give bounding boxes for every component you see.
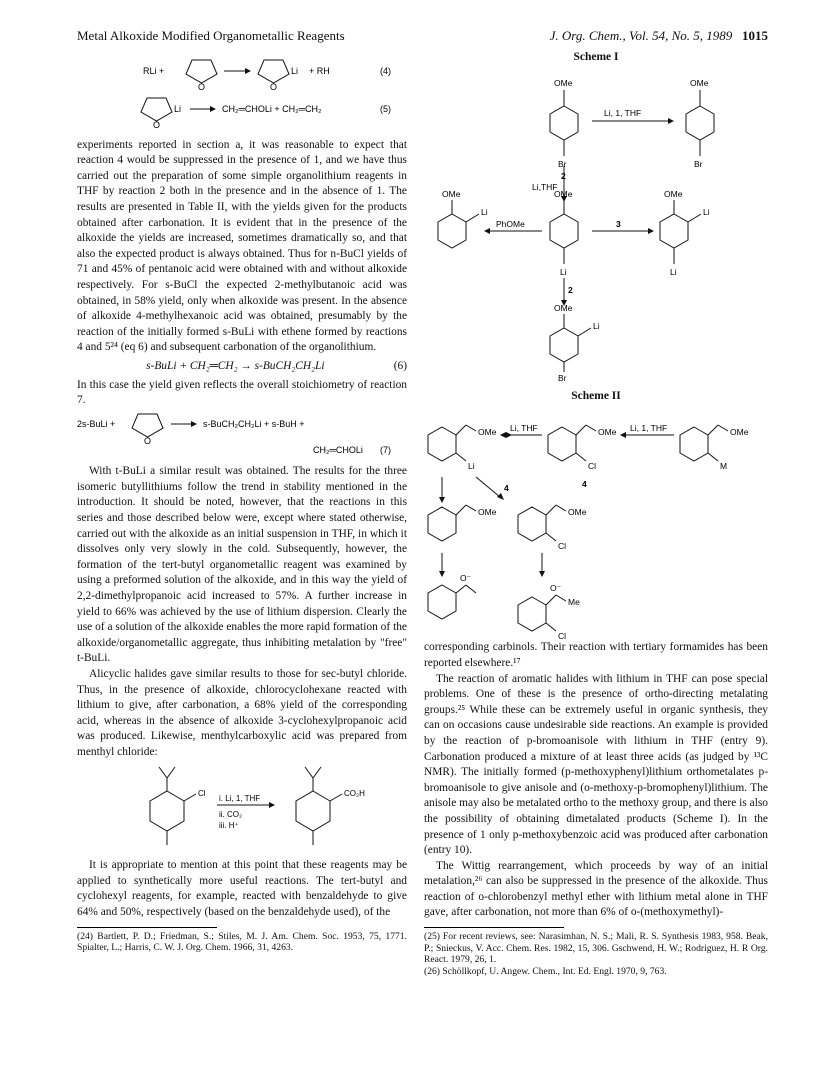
running-header: Metal Alkoxide Modified Organometallic Reagents	[77, 28, 345, 43]
s1-br-b: Br	[694, 158, 703, 169]
s1-reagent-lithf: Li,THF	[532, 181, 558, 192]
s1-ring-f	[550, 328, 578, 362]
s2-ominus-6: O⁻	[460, 572, 472, 583]
s2-me-7: Me	[568, 596, 580, 607]
thf-ring-3	[141, 98, 172, 121]
s2-cl-2: Cl	[588, 460, 597, 471]
right-column	[424, 50, 768, 977]
equation-6-body: s-BuLi + CH₂═CH₂ → s-BuCH₂CH₂Li	[146, 359, 325, 372]
s2-m-3: M	[720, 460, 728, 471]
s1-li-f: Li	[593, 320, 600, 331]
footnote-25: (25) For recent reviews, see: Narasimhan, N. S.; Mali, R. S. Synthesis 1983, 958. Beak, P.; Snieckus, V. Acc. Chem. Res. 1982, 15, 306. Gschwend, H. W.; Rodriguez, H. R Org. React. 1979, 26, 1.	[424, 931, 768, 966]
r7-right: s-BuCH₂CH₂Li + s-BuH +	[203, 418, 305, 429]
s1-number-3: 3	[616, 218, 621, 229]
ring1-o: O	[198, 82, 206, 92]
thf-ring-2	[258, 60, 289, 83]
s2-li-1: Li	[468, 460, 475, 471]
s2-ring-7	[518, 597, 546, 631]
r4-left: RLi +	[143, 66, 165, 76]
s2-ring-1	[428, 427, 456, 461]
s2-cl-5: Cl	[558, 540, 567, 551]
s1-ome-a: OMe	[554, 77, 573, 88]
s1-number-2b: 2	[568, 284, 573, 295]
menthyl-arrowhead	[269, 802, 275, 808]
r4-arrowhead	[245, 68, 251, 74]
paragraph: With t-BuLi a similar result was obtained. The results for the three isomeric butyllithiums follow the trend in stability mentioned in the introduction. It should be noted, however, that the reactions in this series and those described below were, except where stated otherwise, carried out with the alkoxide as an initial suspension in THF, in which it dissolves only very slowly in the cold. Subsequently, however, the formation of the tert-butyl organometallic reagent was examined by using a preformed solution of the alkoxide, and in this way the yield of 2,2-dimethylpropanoic acid increased to 57%. A further increase in yield to 66% was achieved by the use of lithium dispersion. Clearly the use of a solution of the alkoxide enables the more rapid formation of the alkoxide/organometallic aggregate, thus inhibiting metalation by "free" t-BuLi.	[77, 465, 407, 665]
journal-name: J. Org. Chem., Vol. 54, No. 5, 1989	[549, 28, 733, 43]
scheme-2	[424, 405, 768, 641]
menthyl-cond-3: iii. H⁺	[219, 820, 239, 830]
menthyl-cl: Cl	[198, 788, 206, 798]
footnote-26: (26) Schöllkopf, U. Angew. Chem., Int. Ed. Engl. 1970, 9, 763.	[424, 965, 667, 977]
scheme-2-title: Scheme II	[571, 390, 621, 403]
equation-number: (6)	[393, 359, 407, 372]
menthyl-ring-right	[296, 791, 330, 831]
menthyl-co2h: CO₂H	[344, 788, 365, 798]
s1-br-f: Br	[558, 372, 567, 383]
ring2-li: Li	[291, 66, 299, 76]
reaction-7	[77, 409, 407, 459]
s2-ome-3: OMe	[730, 426, 749, 437]
r7-line2: CH₂═CHOLi	[313, 444, 363, 455]
s1-li-e2: Li	[670, 266, 677, 277]
paragraph: It is appropriate to mention at this point that these reagents may be applied to synthetically more useful reactions. The tert-butyl and cyclohexyl reagents, for example, reacted with benzaldehyde to give 64% and 50%, respectively (based on the benzaldehyde used), of the	[77, 859, 407, 918]
reactions-4-5	[77, 50, 407, 132]
paragraph: The Wittig rearrangement, which proceeds by way of an initial metalation,²⁶ can also be suppressed in the presence of the alkoxide. Thus reaction of o-chlorobenzyl methyl ether with lithium metal alone in THF gave, after carbonation, not more than 6% of o-(methoxymethyl)-	[424, 859, 768, 919]
r7-arrowhead	[191, 421, 197, 427]
s1-br-a: Br	[558, 158, 567, 169]
paragraph: Alicyclic halides gave similar results to those for sec-butyl chloride. Thus, in the presence of alkoxide, chlorocyclohexane reacted with lithium to give, after carbonation, a 68% yield of the corresponding acid, whereas in the absence of alkoxide 3-cyclohexylpropanoic acid was produced. Likewise, menthylcarboxylic acid was prepared from menthyl chloride:	[77, 668, 407, 758]
s1-li-e1: Li	[703, 206, 710, 217]
s2-reagent-2: Li, 1, THF	[630, 422, 668, 433]
s2-reagent-1: Li, THF	[510, 422, 538, 433]
ring3-o: O	[153, 120, 161, 130]
r4-number: (4)	[380, 66, 391, 76]
s1-reagent-phome: PhOMe	[496, 218, 525, 229]
r5-products: CH₂═CHOLi + CH₂═CH₂	[222, 104, 322, 114]
page-number: 1015	[742, 28, 768, 43]
s2-ome-1: OMe	[478, 426, 497, 437]
s1-ome-e: OMe	[664, 188, 683, 199]
s1-li-c: Li	[481, 206, 488, 217]
ring4-o: O	[144, 435, 152, 446]
r5-arrowhead	[210, 106, 216, 112]
r4-rh: + RH	[309, 66, 330, 76]
s2-ring-6	[428, 585, 456, 619]
s2-ominus-7: O⁻	[550, 582, 562, 593]
journal-citation	[550, 28, 768, 44]
r7-number: (7)	[380, 444, 391, 455]
scheme-1-title: Scheme I	[573, 51, 619, 63]
s2-ome-5: OMe	[568, 506, 587, 517]
s2-number-4a: 4	[504, 482, 509, 493]
s1-ring-d	[550, 214, 578, 248]
s1-ome-d: OMe	[554, 188, 573, 199]
thf-ring-4	[132, 414, 163, 437]
s1-ome-b: OMe	[690, 77, 709, 88]
paragraph: In this case the yield given reflects the overall stoichiometry of reaction 7.	[77, 378, 407, 407]
menthyl-scheme	[77, 761, 407, 853]
s2-ome-2: OMe	[598, 426, 617, 437]
s1-ome-c: OMe	[442, 188, 461, 199]
s1-ring-c	[438, 214, 466, 248]
equation-6	[77, 356, 407, 378]
menthyl-cond-1: i. Li, 1, THF	[219, 793, 261, 803]
s2-ring-3	[680, 427, 708, 461]
r7-left: 2s-BuLi +	[77, 418, 116, 429]
footnote-rule	[77, 927, 217, 928]
paragraph: corresponding carbinols. Their reaction with tertiary formamides has been reported elsewhere.¹⁷	[424, 641, 768, 669]
s2-ome-4: OMe	[478, 506, 497, 517]
s1-reagent-1: Li, 1, THF	[604, 107, 642, 118]
s1-ring-e	[660, 214, 688, 248]
paragraph: experiments reported in section a, it was reasonable to expect that reaction 4 would be suppressed in the presence of 1, and we have thus carried out the preparation of some simple organolithium reagents in THF by reaction 2 both in the presence and in the absence of 1. The results are presented in Table II, with the yields given for the products obtained after carbonation. It is evident that in the presence of the alkoxide the yields are increased, sometimes dramatically so, and that also the expected product is always obtained. Thus for n-BuCl yields of 71 and 45% of pentanoic acid were obtained with and without alkoxide respectively. For s-BuCl the expected 2-methylbutanoic acid was obtained, in 58% yield, only when alkoxide was present. In the absence of alkoxide 4-methylhexanoic acid was obtained, presumably by the reaction of the initially formed s-BuLi with ethene formed by reactions 4 and 5²⁴ (eq 6) and subsequent carbonation of the organolithium.	[77, 138, 407, 354]
s2-ring-5	[518, 507, 546, 541]
s1-li-d: Li	[560, 266, 567, 277]
s2-cl-7: Cl	[558, 630, 567, 641]
ring3-li: Li	[174, 104, 182, 114]
r5-number: (5)	[380, 104, 391, 114]
s2-arrow-diag	[476, 477, 500, 497]
footnote-rule	[424, 927, 564, 928]
menthyl-ring-left	[150, 791, 184, 831]
s1-number-2: 2	[561, 170, 566, 181]
footnote-24: (24) Bartlett, P. D.; Friedman, S.; Stiles, M. J. Am. Chem. Soc. 1953, 75, 1771. Spialter, L.; Harris, C. W. J. Org. Chem. 1966, 31, 4263.	[77, 930, 407, 954]
thf-ring-1	[186, 60, 217, 83]
menthyl-cond-2: ii. CO₂	[219, 809, 243, 819]
s2-number-4b: 4	[582, 478, 587, 489]
paragraph: The reaction of aromatic halides with lithium in THF can pose special problems. One of these is the presence of ortho-directing metalating groups.²⁵ While these can be extremely useful in organic synthesis, they can on occasions cause undesirable side reactions. An example is provided by the reaction of p-bromoanisole with lithium in THF (entry 9). Carbonation produced a mixture of at least three acids (as judged by ¹³C NMR). The initially formed (p-methoxyphenyl)lithium orthometalates p-bromoanisole to give anisole and (o-methoxy-p-bromophenyl)lithium. The anisole may also be metalated ortho to the methoxy group, and there is also the possibility of obtaining dimetalated products (Scheme I). In the presence of 1 only p-methoxybenzoic acid was produced after carbonation (entry 10).	[424, 672, 768, 857]
s2-ring-4	[428, 507, 456, 541]
left-column	[77, 50, 407, 954]
ring2-o: O	[270, 82, 278, 92]
scheme-1	[424, 66, 768, 384]
s1-ome-f: OMe	[554, 302, 573, 313]
s1-ring-b	[686, 106, 714, 140]
s2-ring-2	[548, 427, 576, 461]
s1-ring-a	[550, 106, 578, 140]
